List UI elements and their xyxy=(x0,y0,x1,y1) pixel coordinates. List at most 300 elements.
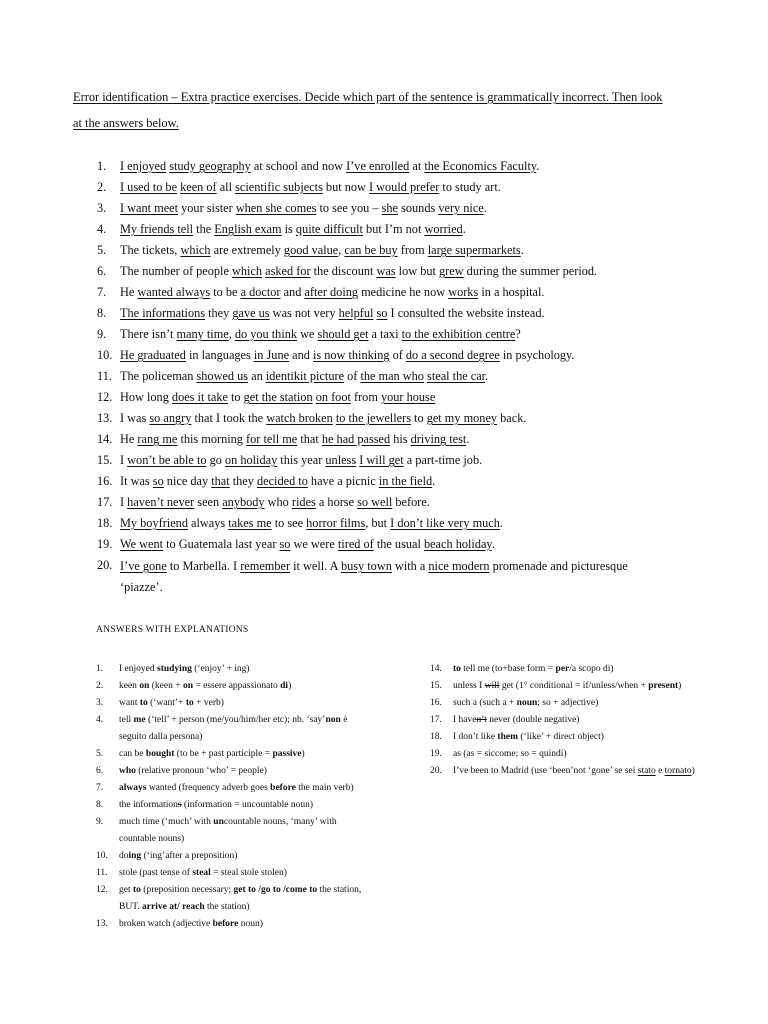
instructions-line-2 xyxy=(73,110,703,136)
text-segment: to xyxy=(453,664,461,674)
item-number: 4. xyxy=(97,222,107,236)
text-segment: was not very xyxy=(269,306,339,320)
item-text xyxy=(119,814,366,848)
text-segment: ing xyxy=(128,851,142,861)
text-segment: an xyxy=(248,369,266,383)
text-segment: The number of people xyxy=(120,264,232,278)
text-segment: ) xyxy=(678,681,682,691)
text-segment: worried xyxy=(424,222,463,236)
item-text xyxy=(120,220,466,238)
question-item xyxy=(0,367,768,388)
item-text xyxy=(119,865,366,882)
text-segment: ) xyxy=(691,766,695,776)
text-segment: at xyxy=(409,159,425,173)
text-segment: want xyxy=(119,698,140,708)
text-segment: remember xyxy=(240,559,291,573)
text-segment: countable nouns, ‘many’ with countable nouns) xyxy=(119,817,337,844)
answer-item xyxy=(430,712,705,729)
text-segment: to xyxy=(227,390,244,404)
answer-item xyxy=(96,882,366,916)
item-text xyxy=(120,514,503,532)
text-segment: your house xyxy=(380,390,436,404)
text-segment: I consulted the website instead. xyxy=(387,306,545,320)
question-item xyxy=(0,157,768,178)
answer-item xyxy=(96,848,366,865)
text-segment: the information xyxy=(119,800,178,810)
text-segment: all xyxy=(216,180,236,194)
item-text xyxy=(120,346,575,364)
question-item xyxy=(0,241,768,262)
text-segment: I’ve been to Madrid (use ‘been’not ‘gone’ se sei xyxy=(453,766,638,776)
text-segment: The informations xyxy=(120,306,206,320)
item-text xyxy=(453,695,705,712)
text-segment: tornato xyxy=(664,766,692,776)
answer-item xyxy=(96,780,366,797)
text-segment: . xyxy=(536,159,540,173)
text-segment: get my money xyxy=(426,411,498,425)
text-segment: should get xyxy=(317,327,369,341)
text-segment: the usual xyxy=(373,537,424,551)
text-segment: e xyxy=(655,766,665,776)
text-segment: broken watch (adjective xyxy=(119,919,213,929)
item-text xyxy=(120,409,526,427)
text-segment: + verb) xyxy=(193,698,224,708)
text-segment: /a scopo di) xyxy=(569,664,614,674)
text-segment: to study art. xyxy=(439,180,501,194)
text-segment: they xyxy=(229,474,257,488)
text-segment: I want meet xyxy=(120,201,179,215)
text-segment: (‘like’ + direct object) xyxy=(518,732,604,742)
text-segment: grew xyxy=(439,264,464,278)
text-segment: we were xyxy=(290,537,338,551)
item-number: 12. xyxy=(96,885,108,895)
text-segment: your sister xyxy=(178,201,236,215)
text-segment: a part-time job. xyxy=(403,453,483,467)
text-segment: always xyxy=(187,516,229,530)
text-segment: keen of xyxy=(180,180,217,194)
item-text xyxy=(120,451,482,469)
item-text xyxy=(120,430,469,448)
text-segment: (keen + xyxy=(149,681,183,691)
text-segment: = essere appassionato xyxy=(193,681,281,691)
text-segment: ) xyxy=(288,681,292,691)
text-segment: are extremely xyxy=(210,243,284,257)
item-text xyxy=(120,304,545,322)
text-segment: noun xyxy=(516,698,538,708)
text-segment: low but xyxy=(395,264,439,278)
text-segment: He xyxy=(120,432,138,446)
item-number: 16. xyxy=(430,698,442,708)
item-number: 2. xyxy=(96,681,104,691)
text-segment: is xyxy=(281,222,296,236)
question-item xyxy=(0,535,768,556)
answer-item xyxy=(96,712,366,746)
text-segment: the discount xyxy=(310,264,377,278)
question-item xyxy=(0,199,768,220)
text-segment: to xyxy=(132,885,141,895)
text-segment: large supermarkets xyxy=(427,243,521,257)
item-number: 7. xyxy=(96,783,104,793)
text-segment: (relative pronoun ‘who’ = people) xyxy=(135,766,267,776)
item-text xyxy=(119,661,366,678)
text-segment: back. xyxy=(497,411,527,425)
text-segment: as (as = siccome; so = quindi) xyxy=(453,749,567,759)
text-segment: a horse xyxy=(315,495,358,509)
text-segment: from xyxy=(397,243,428,257)
item-number: 12. xyxy=(97,390,113,404)
item-number: 3. xyxy=(96,698,104,708)
text-segment: (‘enjoy’ + ing) xyxy=(191,664,250,674)
answer-item xyxy=(430,763,705,780)
text-segment: who xyxy=(119,766,136,776)
text-segment: promenade and picturesque ‘piazze’. xyxy=(120,559,628,594)
question-item xyxy=(0,388,768,409)
text-segment: to the exhibition centre xyxy=(401,327,516,341)
text-segment: . xyxy=(485,369,489,383)
text-segment: who xyxy=(264,495,292,509)
text-segment: takes me xyxy=(228,516,272,530)
text-segment: scientific subjects xyxy=(235,180,323,194)
text-segment: never (double negative) xyxy=(486,715,580,725)
question-item xyxy=(0,283,768,304)
answer-item xyxy=(96,695,366,712)
text-segment: a doctor xyxy=(240,285,281,299)
text-segment: when she comes xyxy=(235,201,317,215)
text-segment: to Guatemala last year xyxy=(163,537,280,551)
answer-item xyxy=(96,916,366,933)
text-segment: busy town xyxy=(340,559,392,573)
question-item xyxy=(0,409,768,430)
item-text xyxy=(120,556,660,598)
text-segment: haven’t never xyxy=(127,495,195,509)
text-segment: but I’m not xyxy=(362,222,425,236)
question-item xyxy=(0,304,768,325)
text-segment: on holiday xyxy=(224,453,278,467)
text-segment: helpful xyxy=(338,306,374,320)
text-segment: do xyxy=(119,851,129,861)
item-text xyxy=(119,695,366,712)
item-number: 10. xyxy=(97,348,113,362)
text-segment: . xyxy=(499,516,503,530)
item-text xyxy=(120,388,435,406)
text-segment: in psychology. xyxy=(499,348,575,362)
text-segment: in languages xyxy=(185,348,254,362)
answer-item xyxy=(96,746,366,763)
text-segment: get to /go to /come to xyxy=(233,885,318,895)
text-segment: steal xyxy=(192,868,211,878)
text-segment: so xyxy=(376,306,388,320)
answer-item xyxy=(96,865,366,882)
item-text xyxy=(119,763,366,780)
answer-item xyxy=(430,729,705,746)
text-segment: this morning xyxy=(177,432,247,446)
text-segment: I enjoyed xyxy=(119,664,157,674)
text-segment: medicine he now xyxy=(358,285,449,299)
item-text xyxy=(119,780,366,797)
text-segment: me xyxy=(133,715,146,725)
text-segment: beach holiday xyxy=(423,537,492,551)
text-segment: them xyxy=(497,732,518,742)
text-segment: . xyxy=(483,201,487,215)
text-segment: to the jewellers xyxy=(335,411,411,425)
text-segment: which xyxy=(232,264,263,278)
text-segment: he had passed xyxy=(321,432,391,446)
text-segment: I xyxy=(120,495,128,509)
text-segment: (information = uncountable noun) xyxy=(181,800,314,810)
text-segment: per xyxy=(555,664,570,674)
item-text xyxy=(453,712,705,729)
item-number: 5. xyxy=(96,749,104,759)
text-segment: è seguito dalla persona) xyxy=(119,715,348,742)
text-segment: (‘tell’ + person (me/you/him/her etc); nb. ‘say’ xyxy=(145,715,326,725)
text-segment: nice modern xyxy=(428,559,490,573)
text-segment: will xyxy=(484,681,500,691)
question-item xyxy=(0,472,768,493)
item-number: 18. xyxy=(97,516,113,530)
question-item xyxy=(0,220,768,241)
item-number: 13. xyxy=(97,411,113,425)
text-segment: always xyxy=(119,783,147,793)
text-segment: tired of xyxy=(337,537,374,551)
text-segment: I will get xyxy=(359,453,404,467)
text-segment: identikit picture xyxy=(265,369,345,383)
text-segment: which xyxy=(180,243,211,257)
text-segment: decided to xyxy=(256,474,308,488)
item-text xyxy=(119,916,366,933)
text-segment: driving test xyxy=(410,432,467,446)
text-segment: I don’t like very much xyxy=(390,516,500,530)
text-segment: s xyxy=(177,800,182,810)
item-number: 7. xyxy=(97,285,107,299)
item-number: 6. xyxy=(97,264,107,278)
text-segment: rides xyxy=(291,495,316,509)
text-segment: of xyxy=(389,348,406,362)
item-number: 13. xyxy=(96,919,108,929)
text-segment: in a hospital. xyxy=(478,285,545,299)
text-segment: before xyxy=(212,919,239,929)
text-segment: such a (such a + xyxy=(453,698,517,708)
item-number: 1. xyxy=(96,664,104,674)
text-segment: it well. A xyxy=(290,559,341,573)
text-segment: to see you – xyxy=(316,201,382,215)
text-segment: . xyxy=(466,432,470,446)
text-segment: I’ve gone xyxy=(120,559,167,573)
text-segment: anybody xyxy=(222,495,265,509)
text-segment: The tickets, xyxy=(120,243,181,257)
text-segment: (to be + past participle = xyxy=(174,749,273,759)
text-segment: to Marbella. I xyxy=(166,559,241,573)
item-text xyxy=(120,199,487,217)
text-segment: We went xyxy=(120,537,164,551)
text-segment: non xyxy=(325,715,341,725)
item-number: 9. xyxy=(96,817,104,827)
item-text xyxy=(120,535,495,553)
item-number: 20. xyxy=(430,766,442,776)
text-segment: horror films xyxy=(306,516,366,530)
text-segment: showed us xyxy=(196,369,249,383)
item-text xyxy=(120,283,545,301)
text-segment: tell me (to+base form = xyxy=(460,664,556,674)
text-segment: do you think xyxy=(234,327,298,341)
question-item xyxy=(0,325,768,346)
text-segment: at school and now xyxy=(250,159,347,173)
text-segment: during the summer period. xyxy=(463,264,598,278)
instructions xyxy=(73,84,703,136)
text-segment: . xyxy=(462,222,466,236)
item-number: 11. xyxy=(96,868,108,878)
text-segment: go xyxy=(206,453,225,467)
text-segment: this year xyxy=(277,453,326,467)
item-text xyxy=(453,678,705,695)
text-segment: they xyxy=(205,306,233,320)
text-segment: I used to be xyxy=(120,180,178,194)
text-segment: to xyxy=(410,411,427,425)
text-segment: (preposition necessary; xyxy=(140,885,234,895)
text-segment: very nice xyxy=(438,201,484,215)
text-segment: that xyxy=(211,474,230,488)
item-text xyxy=(119,848,366,865)
text-segment: get xyxy=(119,885,133,895)
text-segment: , xyxy=(338,243,345,257)
text-segment: (‘ing’after a preposition) xyxy=(141,851,238,861)
answer-item xyxy=(96,797,366,814)
question-item xyxy=(0,493,768,514)
text-segment: un xyxy=(213,817,224,827)
text-segment: ) xyxy=(301,749,305,759)
instructions-line-2-text: at the answers below. xyxy=(73,116,179,130)
item-text xyxy=(120,325,521,343)
text-segment: keen xyxy=(119,681,140,691)
text-segment: on foot xyxy=(315,390,351,404)
text-segment: , but xyxy=(365,516,391,530)
item-number: 18. xyxy=(430,732,442,742)
text-segment: in June xyxy=(253,348,290,362)
text-segment: have a picnic xyxy=(307,474,379,488)
text-segment: rang me xyxy=(137,432,178,446)
text-segment: before. xyxy=(392,495,430,509)
text-segment: won’t be able to xyxy=(127,453,207,467)
text-segment: in the field xyxy=(378,474,433,488)
text-segment: that I took the xyxy=(191,411,267,425)
text-segment: noun) xyxy=(238,919,263,929)
text-segment: (‘want’+ xyxy=(147,698,186,708)
text-segment: the man who xyxy=(360,369,424,383)
text-segment: to see xyxy=(271,516,307,530)
text-segment: so xyxy=(279,537,291,551)
text-segment: can be xyxy=(119,749,146,759)
question-item xyxy=(0,430,768,451)
text-segment: He xyxy=(120,285,138,299)
text-segment: is now thinking xyxy=(312,348,390,362)
text-segment: The policeman xyxy=(120,369,197,383)
text-segment: the station) xyxy=(204,902,250,912)
item-text xyxy=(453,729,705,746)
text-segment: his xyxy=(390,432,411,446)
item-number: 14. xyxy=(97,432,113,446)
text-segment: the station, BUT. xyxy=(119,885,362,912)
answer-item xyxy=(96,661,366,678)
item-number: 20. xyxy=(97,558,113,572)
answer-item xyxy=(430,746,705,763)
text-segment: English exam xyxy=(214,222,282,236)
text-segment: and xyxy=(280,285,305,299)
text-segment: I’ve enrolled xyxy=(346,159,410,173)
text-segment: for tell me xyxy=(246,432,298,446)
text-segment: = steal stole stolen) xyxy=(210,868,287,878)
text-segment: quite difficult xyxy=(295,222,363,236)
text-segment: ; so + adjective) xyxy=(537,698,599,708)
text-segment: I don’t like xyxy=(453,732,498,742)
text-segment: ? xyxy=(515,327,521,341)
text-segment: works xyxy=(448,285,479,299)
text-segment: I was xyxy=(120,411,150,425)
text-segment: that xyxy=(297,432,322,446)
answer-item xyxy=(430,695,705,712)
item-number: 16. xyxy=(97,474,113,488)
text-segment: unless xyxy=(325,453,357,467)
text-segment: nice day xyxy=(163,474,212,488)
text-segment: before xyxy=(270,783,296,793)
text-segment: bought xyxy=(145,749,175,759)
text-segment: much time (‘much’ with xyxy=(119,817,214,827)
text-segment: di xyxy=(280,681,289,691)
text-segment: so xyxy=(152,474,164,488)
text-segment: we xyxy=(297,327,318,341)
item-text xyxy=(119,797,366,814)
text-segment: How long xyxy=(120,390,172,404)
text-segment: after doing xyxy=(304,285,359,299)
item-text xyxy=(119,746,366,763)
text-segment: do a second degree xyxy=(405,348,500,362)
text-segment: , xyxy=(228,327,235,341)
text-segment: to xyxy=(139,698,148,708)
text-segment: wanted always xyxy=(137,285,211,299)
text-segment: the Economics Faculty xyxy=(424,159,537,173)
answers-list-right xyxy=(430,661,705,780)
item-number: 8. xyxy=(96,800,104,810)
item-number: 6. xyxy=(96,766,104,776)
answer-item xyxy=(96,814,366,848)
question-list xyxy=(0,157,768,596)
item-text xyxy=(120,493,430,511)
text-segment: I enjoyed xyxy=(120,159,167,173)
text-segment: . xyxy=(491,537,495,551)
text-segment: wanted (frequency adverb goes xyxy=(146,783,271,793)
text-segment: My boyfriend xyxy=(120,516,188,530)
text-segment: does it take xyxy=(171,390,228,404)
text-segment: . xyxy=(432,474,436,488)
text-segment: study geography xyxy=(169,159,251,173)
text-segment: . xyxy=(520,243,524,257)
text-segment: It was xyxy=(120,474,153,488)
text-segment: on xyxy=(182,681,193,691)
item-text xyxy=(120,472,435,490)
text-segment: sounds xyxy=(398,201,439,215)
item-text xyxy=(453,661,705,678)
item-text xyxy=(120,178,501,196)
text-segment: tell xyxy=(119,715,134,725)
item-number: 17. xyxy=(97,495,113,509)
text-segment: There isn’t xyxy=(120,327,177,341)
text-segment: on xyxy=(139,681,150,691)
text-segment: to xyxy=(185,698,194,708)
item-text xyxy=(453,746,705,763)
item-text xyxy=(120,367,488,385)
item-text xyxy=(119,678,366,695)
question-item xyxy=(0,514,768,535)
question-item xyxy=(0,178,768,199)
text-segment: watch broken xyxy=(266,411,333,425)
